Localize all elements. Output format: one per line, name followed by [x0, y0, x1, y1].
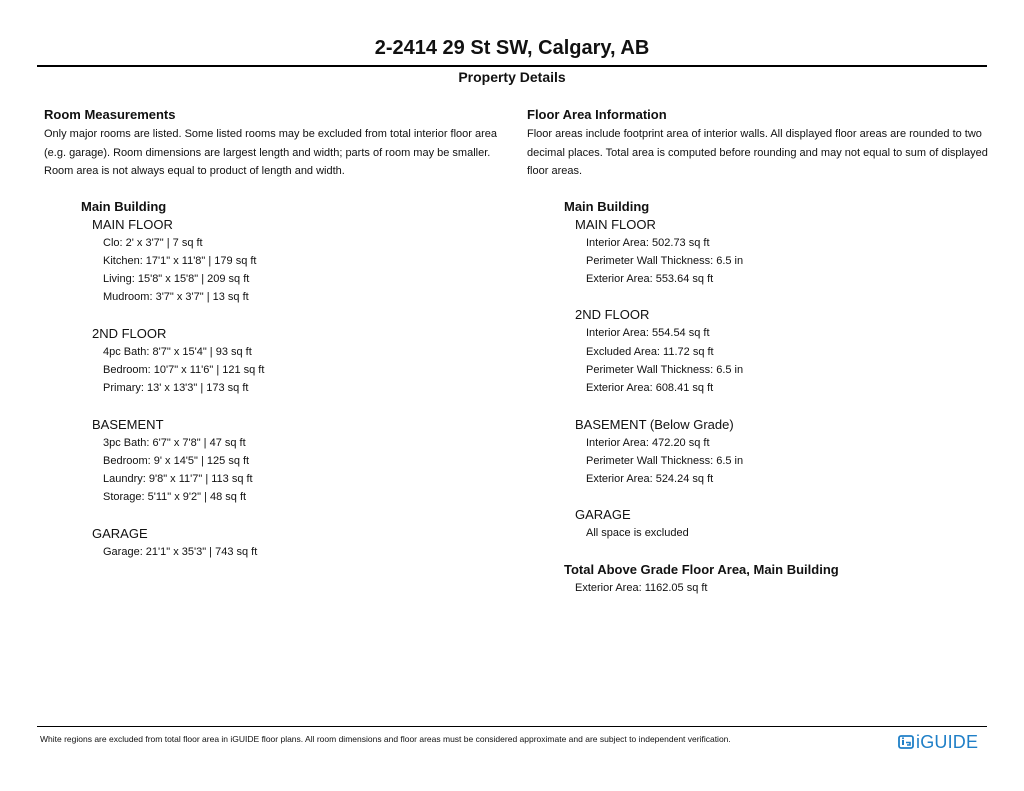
- floor-name: 2ND FLOOR: [575, 307, 650, 323]
- room-building: [81, 198, 504, 562]
- room-entry: Garage: 21'1" x 35'3" | 743 sq ft: [103, 545, 258, 558]
- area-entry: Excluded Area: 11.72 sq ft: [586, 345, 714, 358]
- floor-area-section: [527, 106, 995, 597]
- floor-name: GARAGE: [575, 507, 631, 523]
- intro-line: Only major rooms are listed. Some listed rooms may be excluded from total interior floor area: [44, 128, 498, 140]
- area-entry: Perimeter Wall Thickness: 6.5 in: [586, 454, 744, 467]
- intro-line: (e.g. garage). Room dimensions are largest length and width; parts of room may be smaller.: [44, 146, 491, 159]
- page-subtitle: Property Details: [458, 69, 566, 85]
- total-above-grade: [527, 561, 995, 597]
- building-title: Main Building: [564, 198, 650, 214]
- area-floor-basement: [575, 416, 995, 489]
- footer-disclaimer: White regions are excluded from total floor area in iGUIDE floor plans. All room dimensions and floor areas must be considered approximate and are subject to independent verification.: [40, 734, 731, 744]
- room-entry: 4pc Bath: 8'7" x 15'4" | 93 sq ft: [103, 345, 252, 358]
- header-divider: [37, 65, 987, 67]
- floor-name: 2ND FLOOR: [92, 325, 167, 341]
- area-entry: Exterior Area: 553.64 sq ft: [586, 273, 714, 286]
- area-entry: Interior Area: 472.20 sq ft: [586, 436, 710, 449]
- total-title: Total Above Grade Floor Area, Main Building: [564, 561, 839, 577]
- page-title: 2-2414 29 St SW, Calgary, AB: [374, 37, 650, 59]
- iguide-logo-icon: [898, 734, 914, 750]
- iguide-logo: [898, 731, 978, 753]
- room-measurements-title: Room Measurements: [44, 107, 176, 122]
- room-entry: Primary: 13' x 13'3" | 173 sq ft: [103, 382, 249, 395]
- floor-2nd: [92, 325, 504, 398]
- floor-garage: [92, 525, 504, 561]
- area-building: [564, 198, 995, 543]
- room-measurements-section: [44, 106, 504, 561]
- room-entry: Storage: 5'11" x 9'2" | 48 sq ft: [103, 491, 247, 504]
- room-entry: Mudroom: 3'7" x 3'7" | 13 sq ft: [103, 291, 249, 304]
- floor-name: BASEMENT: [92, 416, 164, 432]
- floor-name: MAIN FLOOR: [575, 216, 656, 232]
- area-entry: Perimeter Wall Thickness: 6.5 in: [586, 254, 744, 267]
- floor-name: GARAGE: [92, 525, 148, 541]
- intro-line: decimal places. Total area is computed before rounding and may not equal to sum of displayed: [527, 146, 988, 159]
- room-entry: 3pc Bath: 6'7" x 7'8" | 47 sq ft: [103, 436, 246, 449]
- area-entry: Exterior Area: 524.24 sq ft: [586, 473, 714, 486]
- area-entry: Interior Area: 502.73 sq ft: [586, 236, 710, 249]
- logo-text: iGUIDE: [916, 732, 979, 752]
- floor-main: [92, 216, 504, 307]
- area-entry: Exterior Area: 608.41 sq ft: [586, 382, 714, 395]
- intro-line: Floor areas include footprint area of interior walls. All displayed floor areas are rounded to two: [527, 128, 982, 140]
- floor-basement: [92, 416, 504, 507]
- intro-line: Room area is not always equal to product of length and width.: [44, 165, 345, 177]
- room-entry: Clo: 2' x 3'7" | 7 sq ft: [103, 236, 203, 249]
- room-entry: Laundry: 9'8" x 11'7" | 113 sq ft: [103, 473, 253, 486]
- area-entry: Perimeter Wall Thickness: 6.5 in: [586, 363, 744, 376]
- footer-divider: [37, 726, 987, 727]
- room-entry: Living: 15'8" x 15'8" | 209 sq ft: [103, 273, 250, 286]
- area-entry: Interior Area: 554.54 sq ft: [586, 327, 710, 340]
- room-measurements-intro: [44, 125, 504, 181]
- area-entry: All space is excluded: [586, 527, 689, 540]
- building-title: Main Building: [81, 198, 167, 214]
- area-floor-main: [575, 216, 995, 289]
- area-floor-garage: [575, 506, 995, 542]
- room-entry: Kitchen: 17'1" x 11'8" | 179 sq ft: [103, 254, 257, 267]
- floor-name: BASEMENT (Below Grade): [575, 416, 734, 432]
- floor-area-title: Floor Area Information: [527, 107, 667, 122]
- room-entry: Bedroom: 10'7" x 11'6" | 121 sq ft: [103, 363, 265, 376]
- area-floor-2nd: [575, 306, 995, 397]
- total-exterior-area: Exterior Area: 1162.05 sq ft: [575, 581, 708, 594]
- floor-name: MAIN FLOOR: [92, 216, 173, 232]
- room-entry: Bedroom: 9' x 14'5" | 125 sq ft: [103, 454, 250, 467]
- intro-line: floor areas.: [527, 165, 583, 177]
- floor-area-intro: [527, 125, 995, 181]
